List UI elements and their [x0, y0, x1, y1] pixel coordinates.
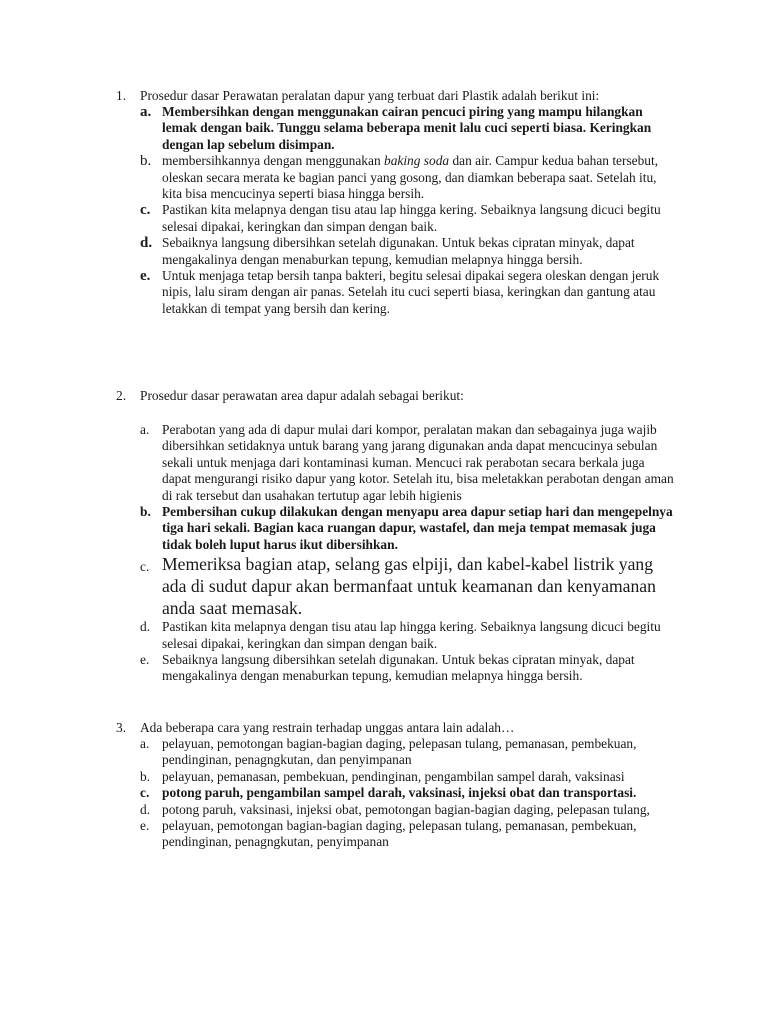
q2-option-d: [116, 619, 676, 652]
question-2: [116, 388, 676, 685]
question-2-text: 2. Prosedur dasar perawatan area dapur adalah sebagai berikut:: [116, 388, 464, 403]
option-text: potong paruh, vaksinasi, injeksi obat, pemotongan bagian-bagian daging, pelepasan tulang,: [162, 801, 650, 817]
option-text: potong paruh, pengambilan sampel darah, vaksinasi, injeksi obat dan transportasi.: [162, 785, 637, 801]
q3-option-e: [116, 818, 676, 851]
q1-option-d: [116, 235, 676, 268]
q2-option-a: [116, 422, 676, 504]
option-text: Pastikan kita melapnya dengan tisu atau lap hingga kering. Sebaiknya langsung dicuci begitu selesai dipakai, keringkan dan simpan dengan baik.: [162, 202, 661, 234]
q3-option-a: [116, 736, 676, 769]
question-1: [116, 88, 676, 317]
option-text-end: dan air. Campur kedua bahan tersebut, oleskan secara merata ke bagian panci yang gosong, dan diamkan beberapa saat. Setelah itu, kita bisa mencucinya seperti biasa hingga bersih.: [162, 153, 659, 202]
option-label: a.: [140, 104, 152, 120]
option-label: a.: [140, 736, 150, 751]
option-label: a.: [140, 422, 150, 437]
question-number: 1.: [116, 88, 127, 103]
option-label: b.: [140, 504, 151, 520]
option-label: e.: [140, 818, 150, 834]
option-text: Sebaiknya langsung dibersihkan setelah digunakan. Untuk bekas cipratan minyak, dapat mengakalinya dengan menaburkan tepung, kemudian melapnya hingga bersih.: [162, 652, 635, 684]
q3-option-c: [116, 785, 676, 801]
q2-option-e: [116, 652, 676, 685]
option-label: c.: [140, 202, 151, 219]
option-text: Sebaiknya langsung dibersihkan setelah digunakan. Untuk bekas cipratan minyak, dapat mengakalinya dengan menaburkan tepung, kemudian melapnya hingga bersih.: [162, 235, 635, 267]
question-3: [116, 720, 676, 851]
q1-option-e: [116, 268, 676, 317]
question-1-text: 1. Prosedur dasar Perawatan peralatan dapur yang terbuat dari Plastik adalah berikut ini:: [116, 88, 600, 103]
q3-option-d: [116, 802, 676, 818]
q1-option-a: [116, 104, 676, 153]
option-label: d.: [140, 235, 153, 252]
option-text-italic: baking soda: [384, 153, 450, 169]
q2-option-c: [116, 553, 676, 619]
option-text: Perabotan yang ada di dapur mulai dari kompor, peralatan makan dan sebagainya juga wajib dibersihkan setidaknya untuk barang yang jarang digunakan anda dapat mencucinya sebulan sekali untuk menjaga dari kontaminasi kuman. Mencuci rak perabotan secara berkala juga dapat mengurangi risiko dapur yang kotor. Setelah itu, bisa meletakkan perabotan dengan aman di rak tersebut dan usahakan tertutup agar lebih higienis: [162, 422, 674, 503]
question-number: 2.: [116, 388, 127, 403]
option-text: Memeriksa bagian atap, selang gas elpiji, dan kabel-kabel listrik yang ada di sudut dapur akan bermanfaat untuk keamanan dan kenyamanan anda saat memasak.: [162, 554, 656, 619]
option-label: e.: [140, 652, 150, 668]
option-text: Pastikan kita melapnya dengan tisu atau lap hingga kering. Sebaiknya langsung dicuci begitu selesai dipakai, keringkan dan simpan dengan baik.: [162, 619, 661, 651]
option-text: pelayuan, pemotongan bagian-bagian daging, pelepasan tulang, pemanasan, pembekuan, pendinginan, penagngkutan, dan penyimpanan: [162, 736, 637, 768]
option-text: Pembersihan cukup dilakukan dengan menyapu area dapur setiap hari dan mengepelnya tiga hari sekali. Bagian kaca ruangan dapur, wastafel, dan meja tempat memasak juga tidak boleh luput harus ikut dibersihkan.: [162, 504, 673, 552]
option-text: pelayuan, pemotongan bagian-bagian daging, pelepasan tulang, pemanasan, pembekuan, pendinginan, penagngkutan, penyimpanan: [162, 818, 637, 850]
option-text: Membersihkan dengan menggunakan cairan pencuci piring yang mampu hilangkan lemak dengan baik. Tunggu selama beberapa menit lalu cuci seperti biasa. Keringkan dengan lap sebelum disimpan.: [162, 104, 652, 152]
option-label: b.: [140, 768, 151, 784]
option-label: e.: [140, 268, 151, 285]
question-3-text: 3. Ada beberapa cara yang restrain terhadap unggas antara lain adalah…: [116, 720, 515, 735]
question-number: 3.: [116, 720, 127, 735]
q1-option-b: [116, 153, 676, 202]
option-label: d.: [140, 801, 151, 817]
option-label: c.: [140, 785, 150, 801]
q1-option-c: [116, 202, 676, 235]
q2-option-b: [116, 504, 676, 553]
option-label: d.: [140, 619, 151, 635]
option-text: Untuk menjaga tetap bersih tanpa bakteri, begitu selesai dipakai segera oleskan dengan jeruk nipis, lalu siram dengan air panas. Setelah itu cuci seperti biasa, keringkan dan gantung atau letakkan di tempat yang bersih dan kering.: [162, 268, 660, 316]
option-text: pelayuan, pemanasan, pembekuan, pendinginan, pengambilan sampel darah, vaksinasi: [162, 768, 625, 784]
q3-option-b: [116, 769, 676, 785]
option-label: c.: [140, 559, 150, 575]
option-label: b.: [140, 153, 152, 170]
option-text-start: membersihkannya dengan menggunakan: [162, 153, 384, 169]
